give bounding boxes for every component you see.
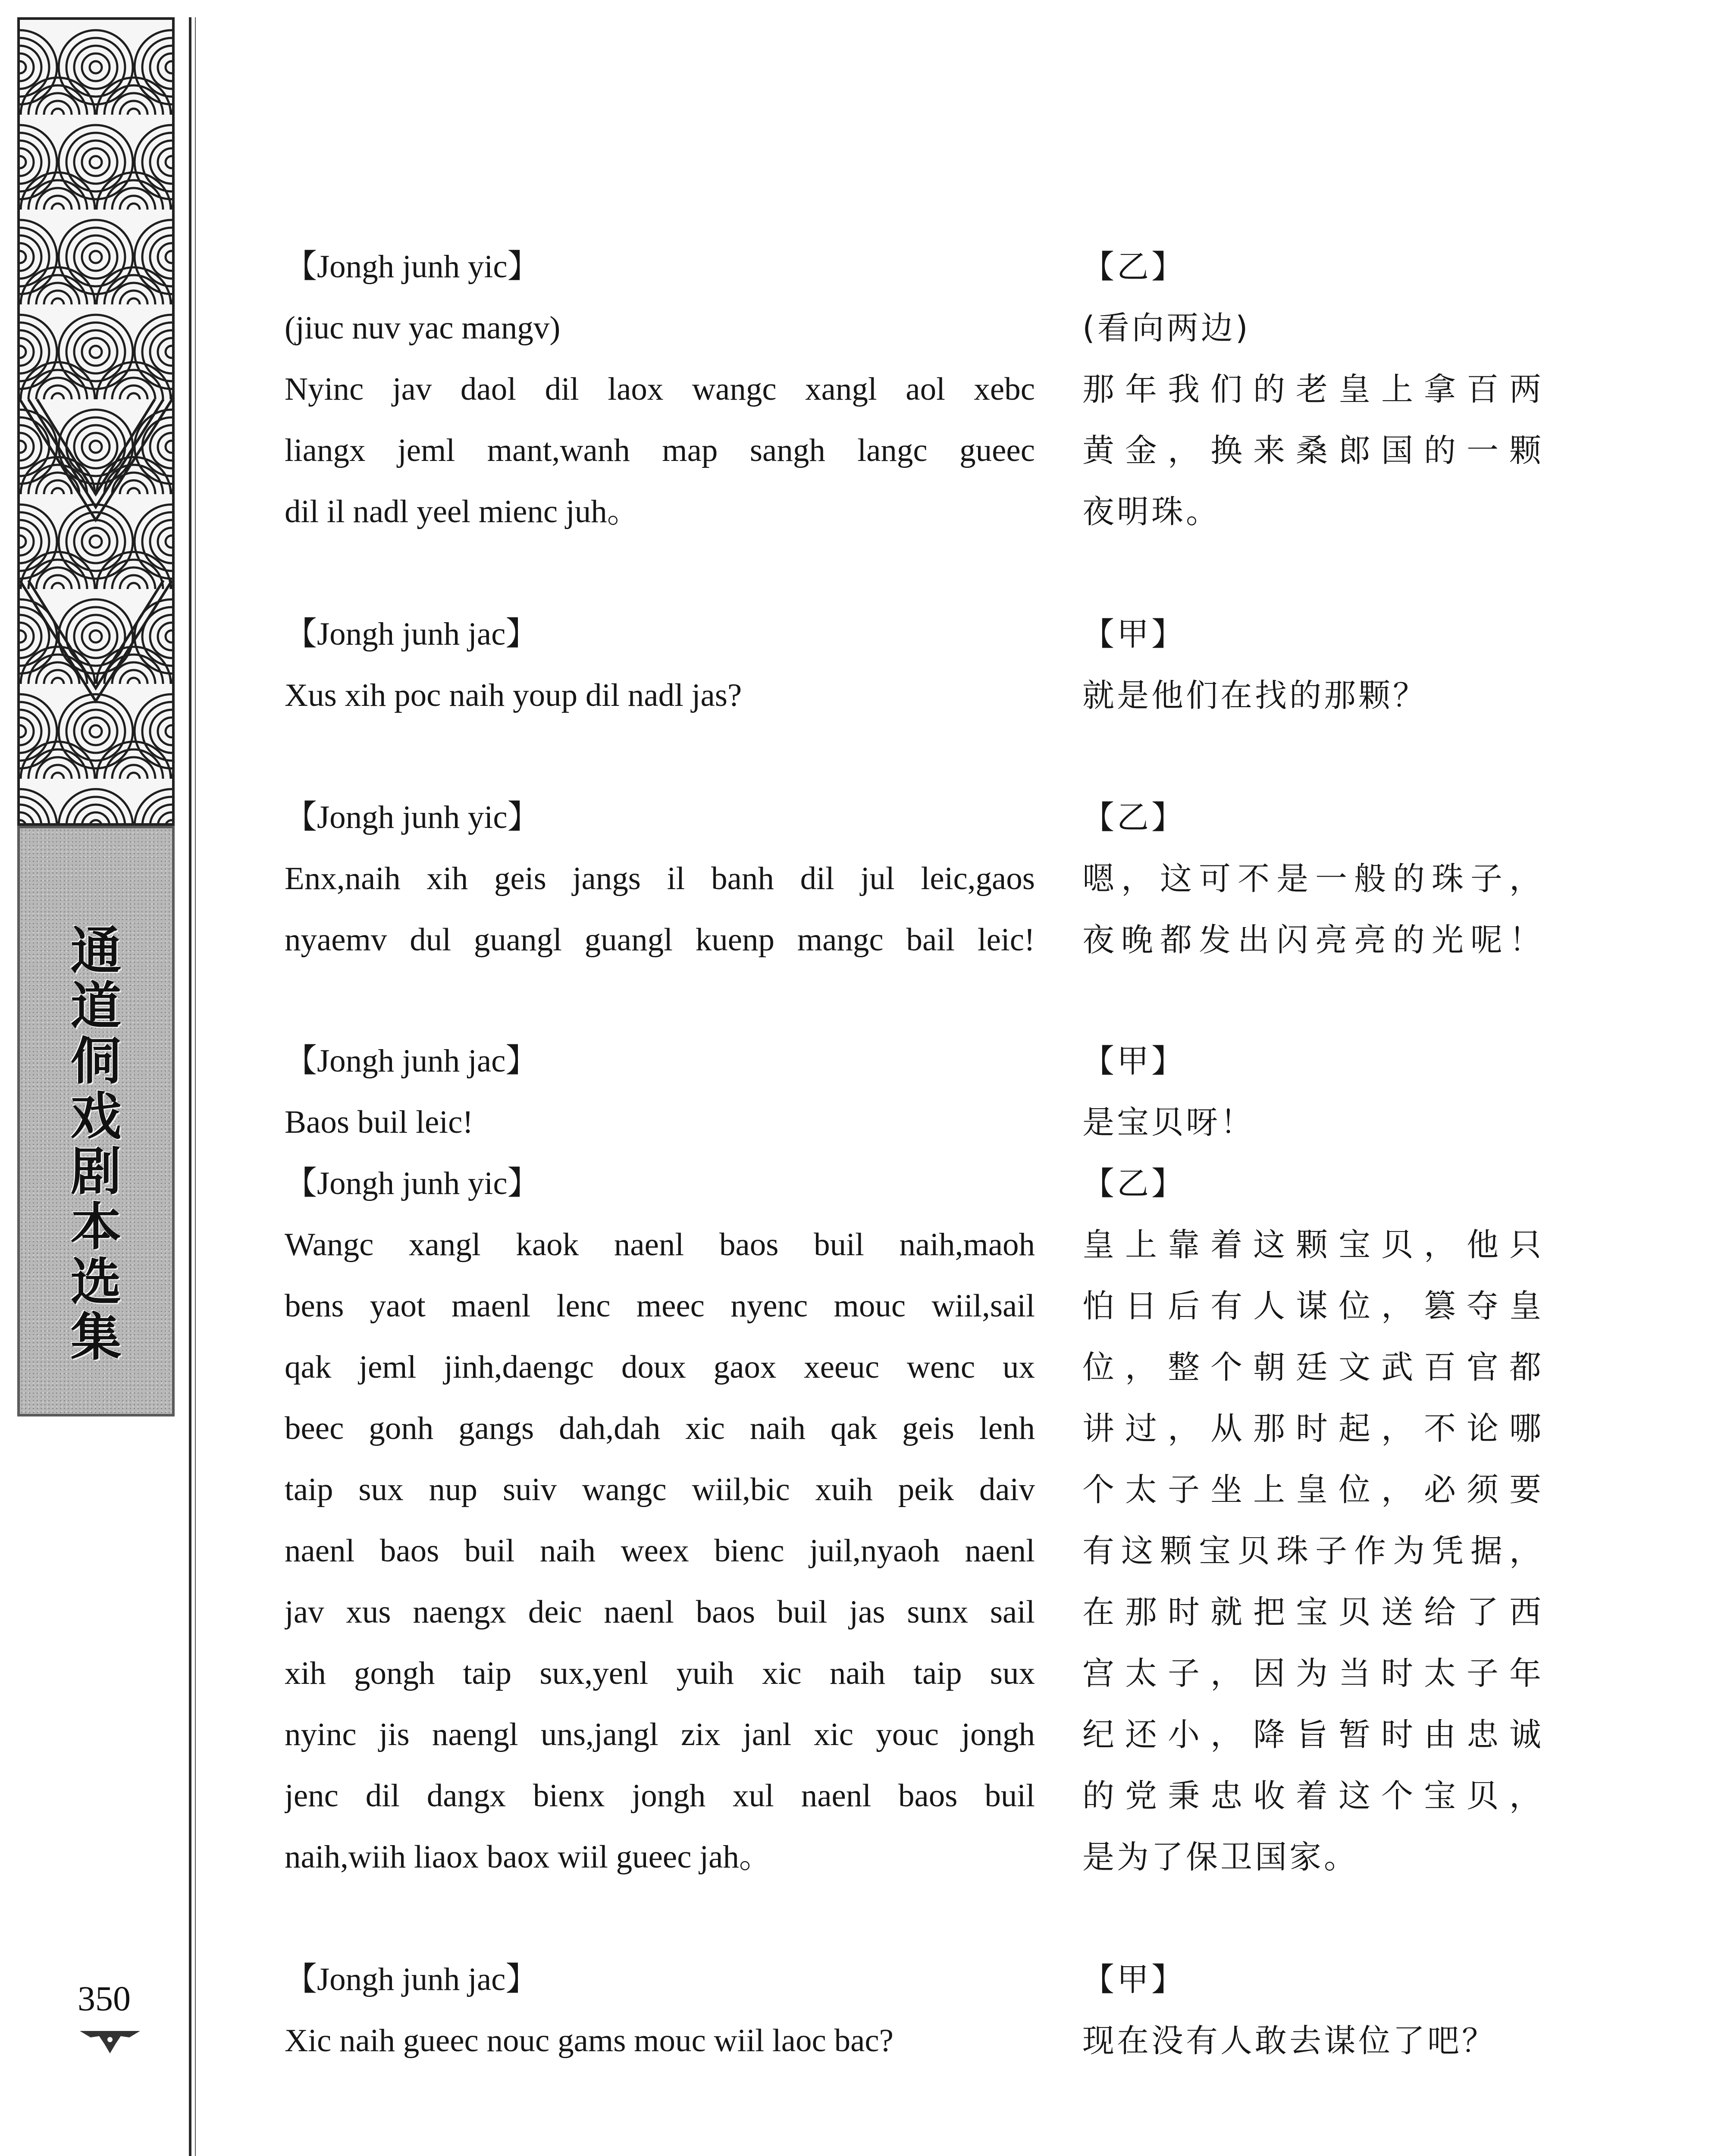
dong-text-line: 【Jongh junh yic】 [285,799,540,835]
dong-text-line: naenl baos buil naih weex bienc juil,nyaoh naenl [285,1533,1035,1569]
chinese-text-line: 黄金，换来桑郎国的一颗 [1082,432,1544,469]
chinese-text-line: 现在没有人敢去谋位了吧？ [1082,2022,1496,2059]
chinese-text-block [1082,236,1544,542]
dong-text-line: Wangc xangl kaok naenl baos buil naih,maoh [285,1227,1035,1263]
title-char: 集 [70,1307,122,1367]
dong-text-line: 【Jongh junh jac】 [285,1962,538,1997]
chinese-text-line: 是为了保卫国家。 [1082,1839,1358,1876]
dong-text-line: Nyinc jav daol dil laox wangc xangl aol xebc [285,371,1035,407]
dong-text-line: taip sux nup suiv wangc wiil,bic xuih peik daiv [285,1472,1035,1507]
title-char: 戏 [70,1087,122,1146]
page-number: 350 [78,1979,131,2018]
chinese-text-line: 【乙】 [1082,248,1186,285]
dong-text-line: 【Jongh junh jac】 [285,616,538,652]
chinese-text-line: 位，整个朝廷文武百官都 [1082,1349,1544,1386]
chinese-text-block [1082,1949,1544,2071]
dong-text-line: Xic naih gueec nouc gams mouc wiil laoc bac? [285,2023,893,2059]
dong-text-line: Baos buil leic! [285,1104,473,1140]
margin-rule-thin [195,17,196,2156]
dong-text-line: dil il nadl yeel mienc juh。 [285,494,640,530]
dong-text-block [285,787,1035,971]
dong-text-block [285,604,1035,726]
chinese-text-line: 就是他们在找的那颗？ [1082,677,1427,714]
chinese-text-line: 有这颗宝贝珠子作为凭据， [1082,1532,1544,1570]
side-banner [17,17,175,1416]
chinese-text-line: 【甲】 [1082,1961,1186,1998]
title-char: 选 [70,1252,122,1312]
dong-text-line: naih,wiih liaox baox wiil gueec jah。 [285,1839,771,1875]
margin-rule [189,17,191,2156]
chinese-text-line: 嗯，这可不是一般的珠子， [1082,860,1544,897]
dong-text-line: xih gongh taip sux,yenl yuih xic naih taip sux [285,1655,1035,1691]
dong-text-line: jenc dil dangx bienx jongh xul naenl baos buil [285,1778,1035,1814]
chinese-text-line: 夜明珠。 [1082,493,1220,530]
chinese-text-line: 【甲】 [1082,616,1186,653]
dong-text-line: nyaemv dul guangl guangl kuenp mangc bail leic! [285,922,1035,958]
chinese-text-line: 【乙】 [1082,1165,1186,1202]
chinese-text-line: 个太子坐上皇位，必须要 [1082,1471,1544,1508]
dong-text-line: 【Jongh junh yic】 [285,1166,540,1201]
dong-text-line: 【Jongh junh jac】 [285,1043,538,1079]
chinese-text-line: (看向两边) [1082,310,1251,347]
chinese-text-line: 在那时就把宝贝送给了西 [1082,1594,1544,1631]
chinese-text-line: 夜晚都发出闪亮亮的光呢！ [1082,921,1544,959]
title-char: 通 [70,921,122,981]
dong-text-block [285,1949,1035,2071]
title-char: 道 [70,976,122,1036]
dong-text-line: (jiuc nuv yac mangv) [285,310,561,346]
cloud-pattern-ornament [17,17,175,826]
chinese-text-line: 是宝贝呀！ [1082,1104,1255,1141]
chinese-text-line: 【乙】 [1082,799,1186,836]
chinese-text-line: 纪还小，降旨暂时由忠诚 [1082,1716,1544,1753]
dong-text-line: qak jeml jinh,daengc doux gaox xeeuc wenc ux [285,1349,1035,1385]
dong-text-line: Xus xih poc naih youp dil nadl jas? [285,677,742,713]
book-title-band [17,826,175,1416]
chinese-text-line: 的党秉忠收着这个宝贝， [1082,1777,1544,1814]
title-char: 本 [70,1197,122,1257]
book-title-vertical [20,923,172,1365]
chinese-text-block [1082,787,1544,971]
chinese-text-line: 【甲】 [1082,1043,1186,1080]
dong-text-block [285,1031,1035,1888]
chinese-text-block [1082,604,1544,726]
dong-text-line: liangx jeml mant,wanh map sangh langc gueec [285,432,1035,468]
chinese-text-block [1082,1031,1544,1888]
dong-text-line: beec gonh gangs dah,dah xic naih qak geis lenh [285,1410,1035,1446]
dong-text-line: Enx,naih xih geis jangs il banh dil jul leic,gaos [285,861,1035,896]
dong-text-line: bens yaot maenl lenc meec nyenc mouc wiil,sail [285,1288,1035,1324]
chinese-text-line: 讲过，从那时起，不论哪 [1082,1410,1544,1447]
chinese-text-line: 宫太子，因为当时太子年 [1082,1655,1544,1692]
chinese-text-line: 皇上靠着这颗宝贝，他只 [1082,1226,1544,1263]
dong-text-line: 【Jongh junh yic】 [285,249,540,285]
chinese-text-line: 怕日后有人谋位，篡夺皇 [1082,1288,1544,1325]
title-char: 侗 [70,1031,122,1091]
dong-text-line: jav xus naengx deic naenl baos buil jas sunx sail [285,1594,1035,1630]
dong-text-line: nyinc jis naengl uns,jangl zix janl xic youc jongh [285,1717,1035,1752]
title-char: 剧 [70,1142,122,1201]
chinese-text-line: 那年我们的老皇上拿百两 [1082,371,1544,408]
dong-text-block [285,236,1035,542]
page-number-ornament [78,2027,142,2059]
